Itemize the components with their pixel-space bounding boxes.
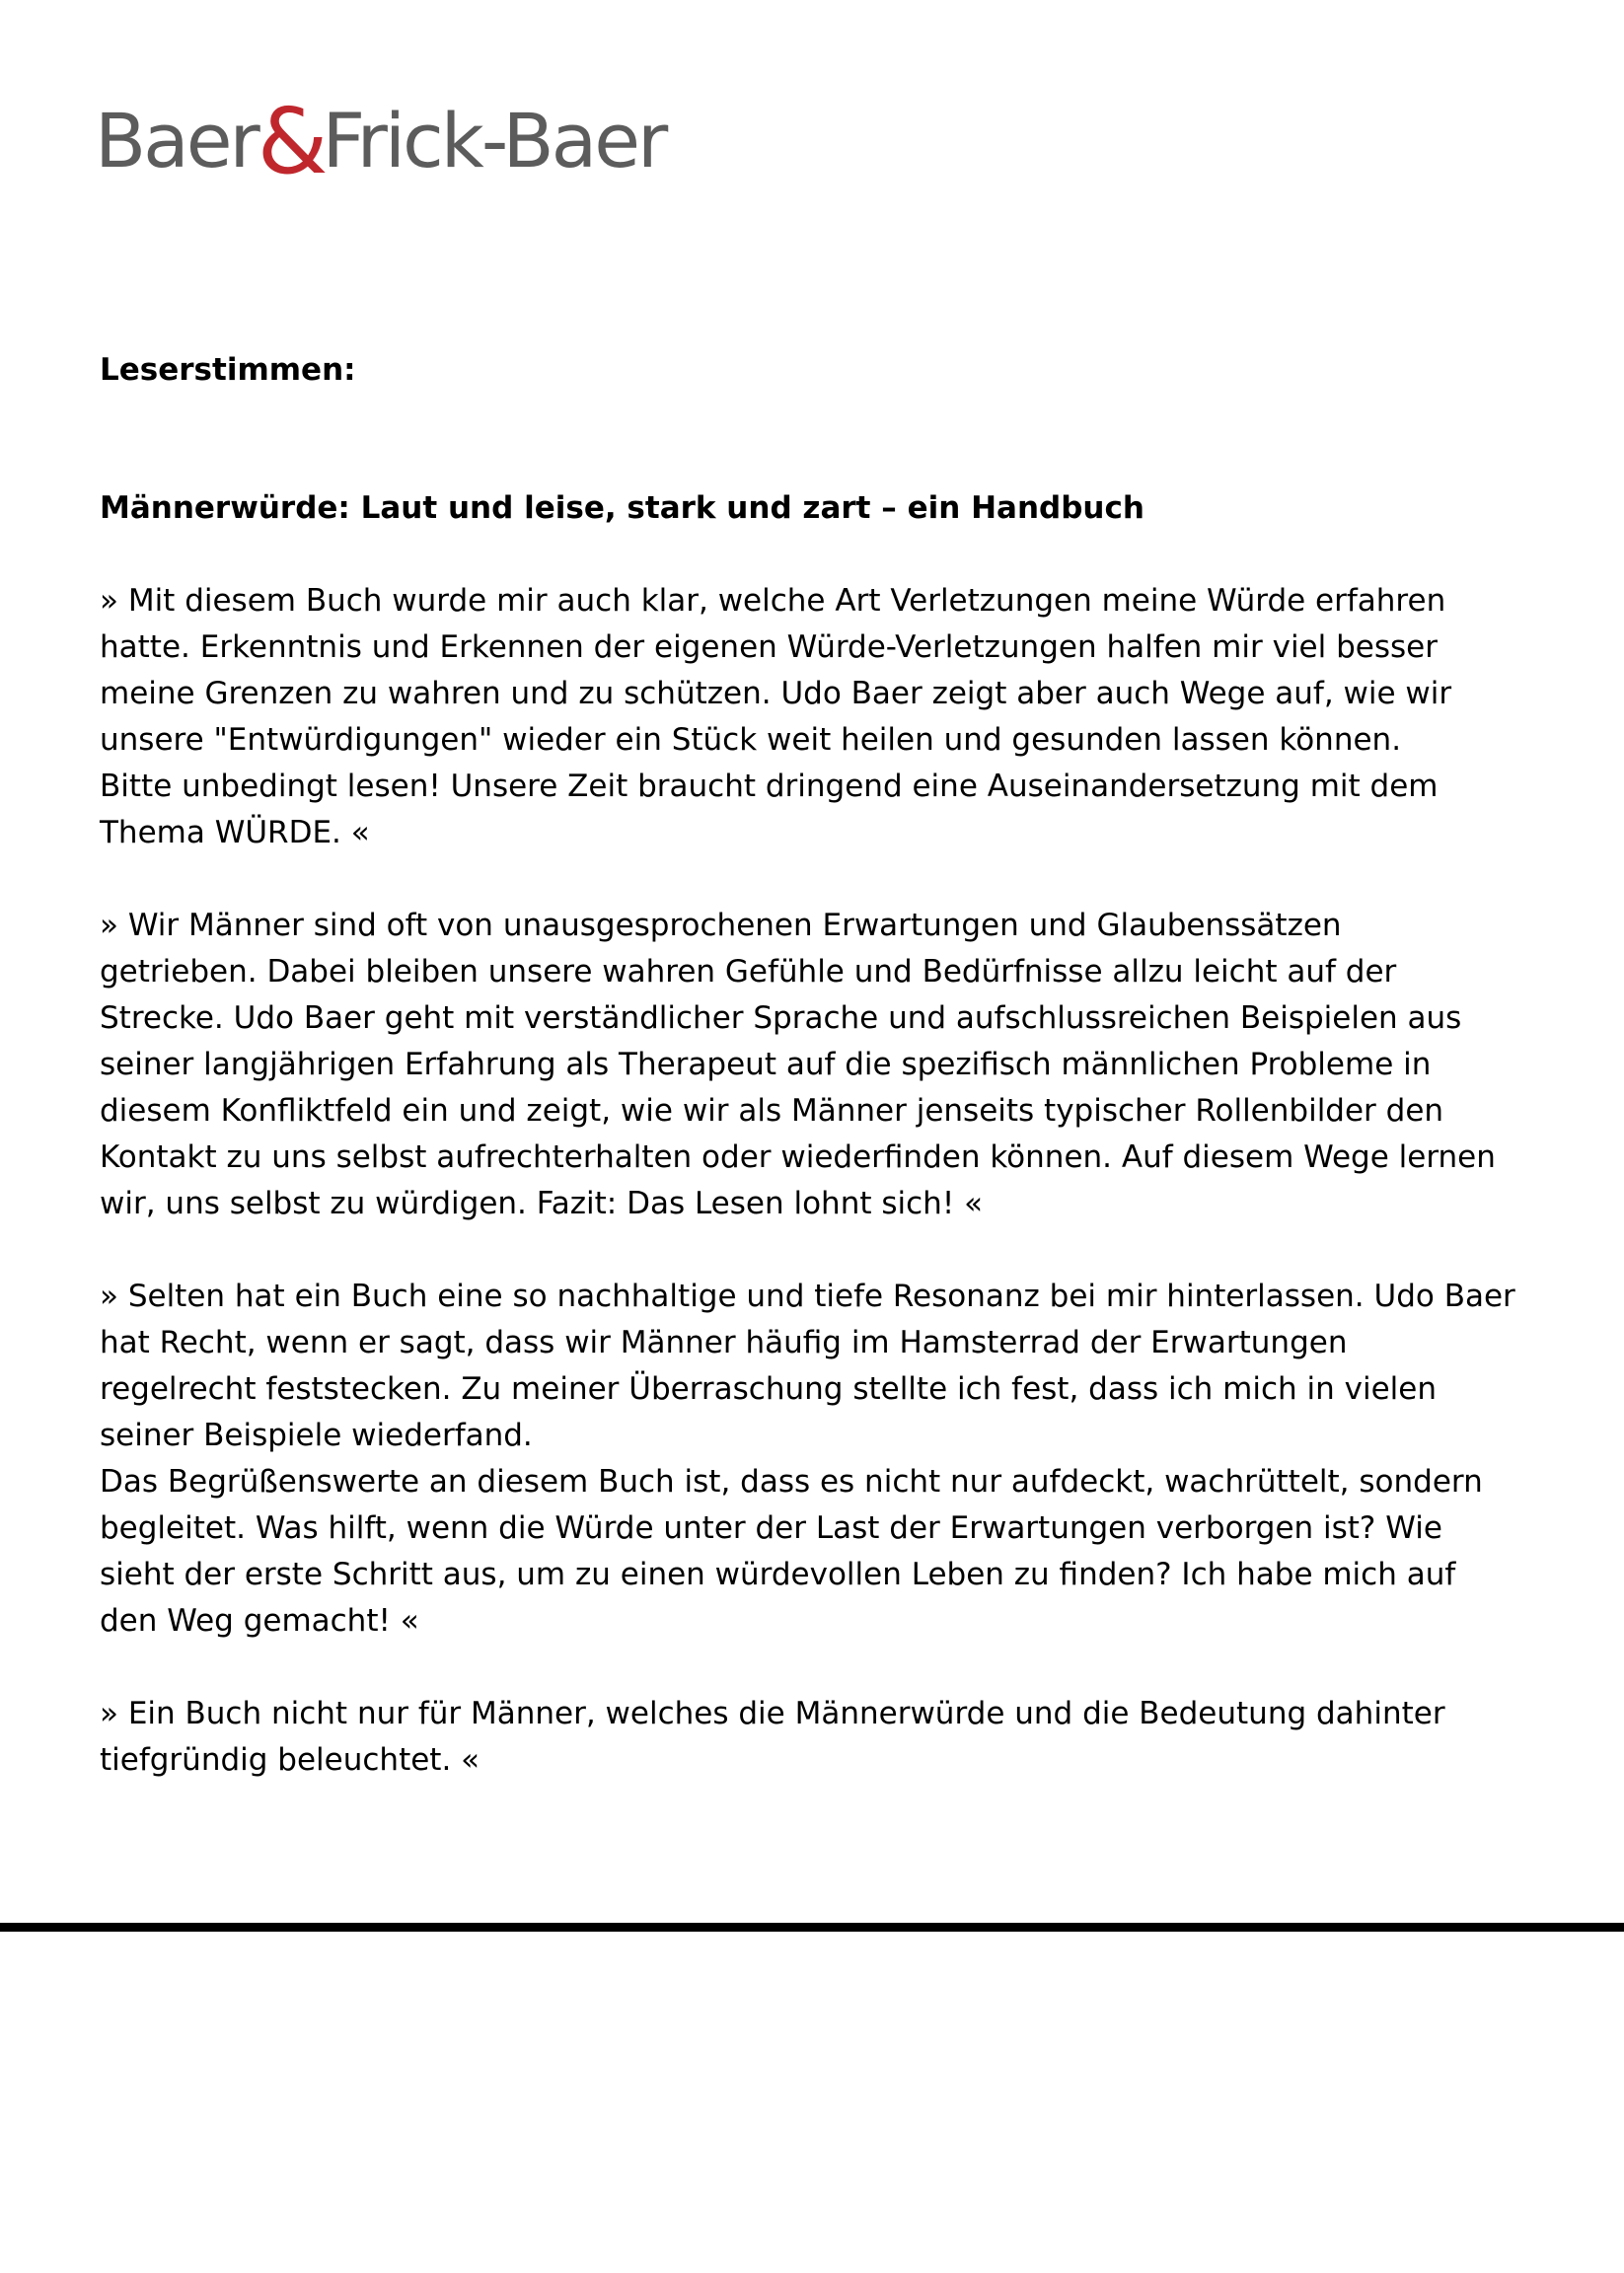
- review-line: unsere "Entwürdigungen" wieder ein Stück weit heilen und gesunden lassen können.: [100, 722, 1402, 758]
- review-line: » Ein Buch nicht nur für Männer, welches die Männerwürde und die Bedeutung dahinter: [100, 1696, 1445, 1731]
- review-line: getrieben. Dabei bleiben unsere wahren Gefühle und Bedürfnisse allzu leicht auf der: [100, 954, 1397, 990]
- horizontal-rule: [0, 1923, 1624, 1932]
- review-line: regelrecht feststecken. Zu meiner Überraschung stellte ich fest, dass ich mich in vielen: [100, 1371, 1437, 1407]
- review-line: Kontakt zu uns selbst aufrechterhalten oder wiederfinden können. Auf diesem Wege lernen: [100, 1139, 1496, 1175]
- review-line: seiner langjährigen Erfahrung als Therapeut auf die spezifisch männlichen Probleme in: [100, 1047, 1432, 1082]
- review-line: seiner Beispiele wiederfand.: [100, 1418, 533, 1453]
- logo-text-frick-baer: Frick-Baer: [322, 97, 666, 184]
- review-line: » Mit diesem Buch wurde mir auch klar, welche Art Verletzungen meine Würde erfahren: [100, 583, 1446, 619]
- section-label: Leserstimmen:: [100, 352, 356, 388]
- review-line: Thema WÜRDE. «: [100, 815, 370, 850]
- book-title: Männerwürde: Laut und leise, stark und zart – ein Handbuch: [100, 490, 1144, 526]
- review-line: Strecke. Udo Baer geht mit verständlicher Sprache und aufschlussreichen Beispielen aus: [100, 1000, 1462, 1036]
- review-line: Das Begrüßenswerte an diesem Buch ist, dass es nicht nur aufdeckt, wachrüttelt, sondern: [100, 1464, 1483, 1500]
- review-4: [100, 1691, 1540, 1784]
- review-3: [100, 1274, 1540, 1645]
- logo-ampersand: &: [257, 89, 323, 194]
- review-line: hat Recht, wenn er sagt, dass wir Männer häufig im Hamsterrad der Erwartungen: [100, 1325, 1348, 1360]
- logo-text-baer: Baer: [95, 97, 258, 184]
- review-2: [100, 903, 1540, 1227]
- review-line: tiefgründig beleuchtet. «: [100, 1742, 480, 1778]
- review-line: den Weg gemacht! «: [100, 1603, 419, 1639]
- reviews-list: [100, 578, 1540, 1830]
- review-line: wir, uns selbst zu würdigen. Fazit: Das Lesen lohnt sich! «: [100, 1186, 984, 1221]
- review-line: diesem Konfliktfeld ein und zeigt, wie wir als Männer jenseits typischer Rollenbilder den: [100, 1093, 1444, 1129]
- review-line: » Selten hat ein Buch eine so nachhaltige und tiefe Resonanz bei mir hinterlassen. Udo Baer: [100, 1279, 1515, 1314]
- review-line: sieht der erste Schritt aus, um zu einen würdevollen Leben zu finden? Ich habe mich auf: [100, 1557, 1456, 1592]
- review-line: begleitet. Was hilft, wenn die Würde unter der Last der Erwartungen verborgen ist? Wie: [100, 1510, 1442, 1546]
- review-line: meine Grenzen zu wahren und zu schützen. Udo Baer zeigt aber auch Wege auf, wie wir: [100, 676, 1452, 711]
- review-line: » Wir Männer sind oft von unausgesprochenen Erwartungen und Glaubenssätzen: [100, 908, 1342, 943]
- review-line: Bitte unbedingt lesen! Unsere Zeit braucht dringend eine Auseinandersetzung mit dem: [100, 769, 1439, 804]
- publisher-logo: [95, 87, 666, 194]
- review-1: [100, 578, 1540, 856]
- review-line: hatte. Erkenntnis und Erkennen der eigenen Würde-Verletzungen halfen mir viel besser: [100, 629, 1438, 665]
